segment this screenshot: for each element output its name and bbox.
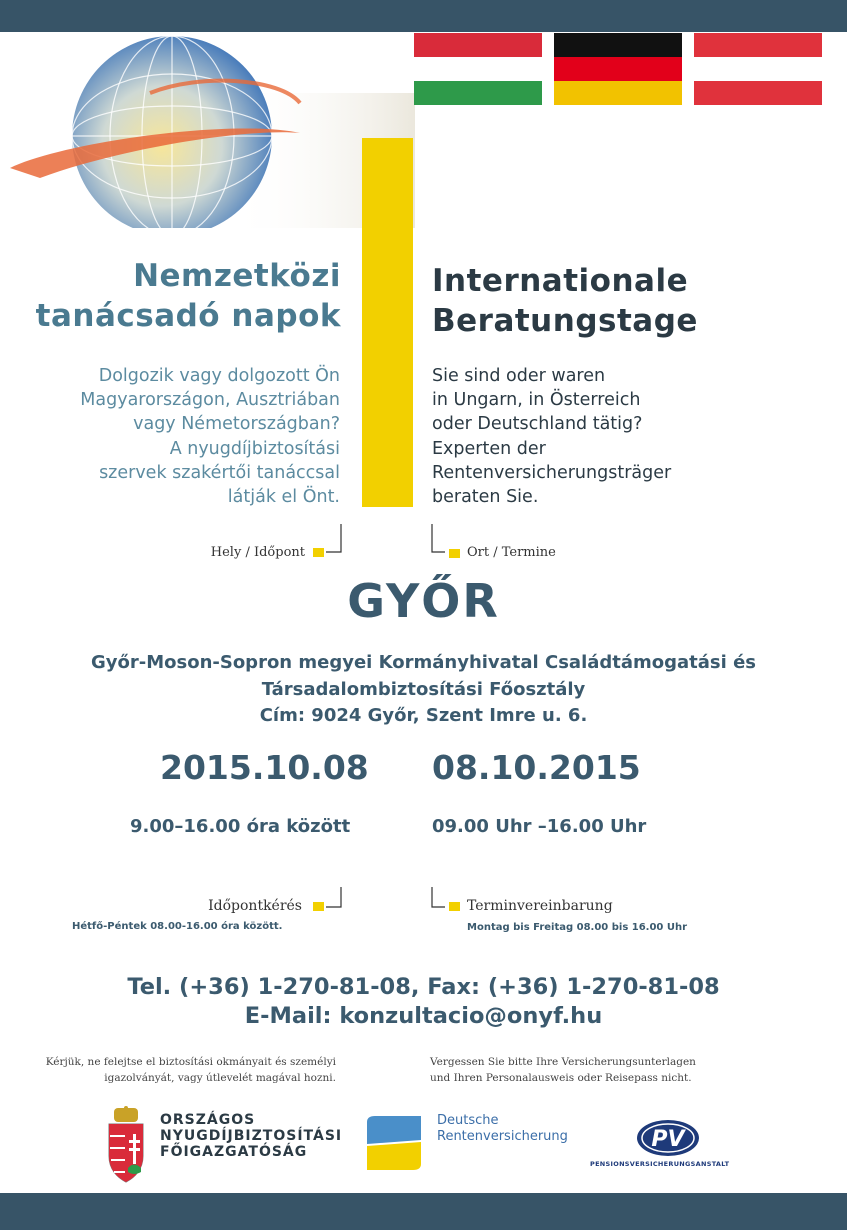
drv-logo-text: Deutsche Rentenversicherung [437,1113,568,1144]
place-label-hu: Hely / Időpont [210,545,305,560]
date-hungarian: 2015.10.08 [160,748,369,787]
email-line: E-Mail: konzultacio@onyf.hu [244,1003,603,1029]
appointment-label-hu: Időpontkérés [208,898,302,914]
yellow-marker [449,549,460,558]
phone-fax-line: Tel. (+36) 1-270-81-08, Fax: (+36) 1-270-81-08 [127,974,720,1000]
intro-german: Sie sind oder waren in Ungarn, in Österreich oder Deutschland tätig? Experten der Rentenversicherungsträger beraten Sie. [432,366,672,508]
place-label-de: Ort / Termine [467,545,556,560]
pv-badge-text: PV [651,1127,685,1152]
hours-hungarian: 9.00–16.00 óra között [130,816,351,837]
drv-logo-icon [367,1114,421,1174]
pv-logo-text: PENSIONSVERSICHERUNGSANSTALT [590,1160,730,1168]
title-hungarian: Nemzetközi tanácsadó napok [35,258,341,334]
city-name: GYŐR [347,574,500,628]
hours-german: 09.00 Uhr –16.00 Uhr [432,816,647,837]
appointment-label-de: Terminvereinbarung [467,898,613,914]
title-german: Internationale Beratungstage [432,263,698,339]
onyf-logo-text: ORSZÁGOS NYUGDÍJBIZTOSÍTÁSI FŐIGAZGATÓSÁG [160,1112,343,1160]
yellow-marker [313,902,324,911]
note-hungarian: Kérjük, ne felejtse el biztosítási okmányait és személyi igazolványát, vagy útlevelét magával hozni. [45,1056,336,1084]
hungarian-coat-of-arms-icon [106,1106,146,1188]
note-german: Vergessen Sie bitte Ihre Versicherungsunterlagen und Ihren Personalausweis oder Reisepass nicht. [430,1056,696,1084]
pv-logo-icon [636,1118,700,1162]
intro-hungarian: Dolgozik vagy dolgozott Ön Magyarországon, Ausztriában vagy Németországban? A nyugdíjbiztosítási szervek szakértői tanáccsal látják el Önt. [80,366,340,508]
office-hours-hu: Hétfő-Péntek 08.00-16.00 óra között. [72,921,283,932]
yellow-marker [313,548,324,557]
office-hours-de: Montag bis Freitag 08.00 bis 16.00 Uhr [467,922,688,933]
date-german: 08.10.2015 [432,748,641,787]
venue-address: Győr-Moson-Sopron megyei Kormányhivatal Családtámogatási és Társadalombiztosítási Főosztály Cím: 9024 Győr, Szent Imre u. 6. [90,652,756,726]
yellow-marker [449,902,460,911]
